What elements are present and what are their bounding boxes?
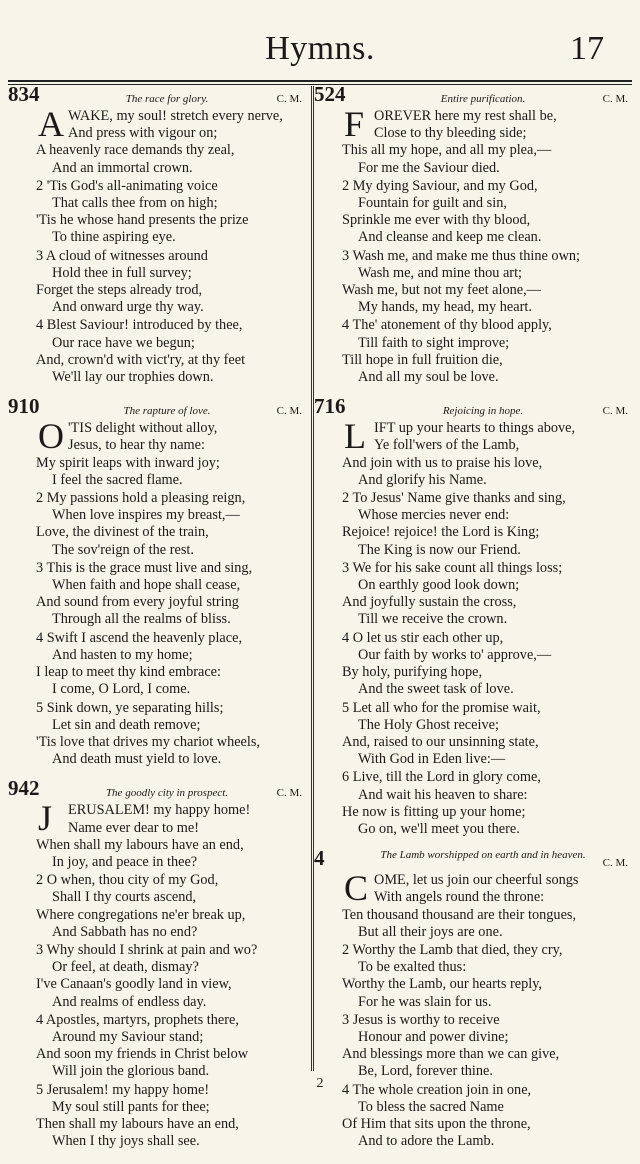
verse-line: Shall I thy courts ascend,: [52, 889, 197, 906]
verse-line: And death must yield to love.: [52, 751, 222, 768]
verse-line: 3 Jesus is worthy to receive: [342, 1011, 500, 1028]
verse-line: In joy, and peace in thee?: [52, 853, 198, 870]
verse-line: 2 To Jesus' Name give thanks and sing,: [342, 490, 566, 507]
page-header: [0, 0, 640, 78]
hymn-title: The rapture of love.: [123, 405, 211, 418]
verse-line: And the sweet task of love.: [358, 681, 514, 698]
verse-line: Name ever dear to me!: [68, 819, 199, 836]
verse-line: 3 Why should I shrink at pain and wo?: [36, 941, 258, 958]
verse-line: 4 The whole creation join in one,: [342, 1081, 532, 1098]
verse-line: He now is fitting up your home;: [342, 803, 526, 820]
drop-cap: A: [38, 104, 64, 144]
verse-line: Go on, we'll meet you there.: [358, 820, 520, 837]
verse-line: And press with vigour on;: [68, 125, 218, 142]
drop-cap: O: [38, 416, 64, 457]
verse-line: ERUSALEM! my happy home!: [68, 802, 251, 819]
hymn-meter: C. M.: [276, 787, 302, 800]
verse-line: Love, the divinest of the train,: [36, 524, 209, 541]
verse: [314, 317, 632, 386]
verse-line: Through all the realms of bliss.: [52, 611, 231, 628]
verse-line: A heavenly race demands thy zeal,: [36, 142, 235, 159]
hymn-meter: C. M.: [276, 405, 302, 418]
verse: [8, 700, 306, 769]
verse-line: 4 O let us stir each other up,: [342, 629, 504, 646]
verse-line: Honour and power divine;: [358, 1028, 509, 1045]
verse-line: On earthly good look down;: [358, 577, 520, 594]
drop-cap: L: [344, 416, 366, 457]
verse-line: I feel the sacred flame.: [52, 471, 183, 488]
verse-line: For me the Saviour died.: [358, 159, 500, 176]
verse-line: But all their joys are one.: [358, 923, 503, 940]
verse-line: IFT up your hearts to things above,: [374, 420, 576, 437]
verse-line: Of Him that sits upon the throne,: [342, 1115, 531, 1132]
verse-line: 3 We for his sake count all things loss;: [342, 559, 563, 576]
verse: [314, 248, 632, 317]
verse-line: With angels round the throne:: [374, 889, 545, 906]
verse: [314, 700, 632, 769]
verse: [314, 769, 632, 838]
hymn-title: Entire purification.: [440, 93, 526, 105]
verse: [314, 178, 632, 247]
verse: [8, 630, 306, 699]
verse-line: I come, O Lord, I come.: [52, 681, 191, 698]
right-column: [314, 82, 632, 1164]
verse-line: Jesus, to hear thy name:: [68, 437, 205, 454]
verse-line: And all my soul be love.: [358, 369, 499, 386]
verse-line: And, raised to our unsinning state,: [342, 733, 539, 750]
verse-line: 'TIS delight without alloy,: [68, 420, 218, 437]
hymn: [314, 394, 632, 838]
verse-line: When love inspires my breast,—: [52, 507, 240, 524]
verse-line: 4 Blest Saviour! introduced by thee,: [36, 317, 243, 334]
verse-line: And hasten to my home;: [52, 646, 193, 663]
verse: [314, 560, 632, 629]
verse-line: 3 This is the grace must live and sing,: [36, 559, 253, 576]
verse-line: 5 Sink down, ye separating hills;: [36, 699, 224, 716]
verse-line: That calls thee from on high;: [52, 195, 218, 212]
column-divider: [311, 86, 312, 1071]
verse: [314, 942, 632, 1011]
verse: [314, 490, 632, 559]
verse-line: With God in Eden live:—: [358, 751, 506, 768]
verse-line: 3 A cloud of witnesses around: [36, 247, 208, 264]
verse-line: The sov'reign of the rest.: [52, 541, 194, 558]
verse-line: This all my hope, and all my plea,—: [342, 142, 552, 159]
verse-line: Our faith by works to' approve,—: [358, 646, 552, 663]
hymn-number: 834: [8, 82, 40, 106]
verse: [8, 490, 306, 559]
hymn-title: The Lamb worshipped on earth and in heaven.: [380, 849, 586, 862]
verse-line: 'Tis love that drives my chariot wheels,: [36, 733, 261, 750]
verse: [8, 942, 306, 1011]
hymn-body: [8, 104, 306, 386]
verse-line: I've Canaan's goodly land in view,: [36, 976, 232, 993]
verse-line: And to adore the Lamb.: [358, 1133, 495, 1150]
verse-line: And soon my friends in Christ below: [36, 1046, 249, 1063]
verse-line: And an immortal crown.: [52, 159, 193, 176]
verse: [8, 317, 306, 386]
verse: [8, 178, 306, 247]
verse-line: Will join the glorious band.: [52, 1063, 210, 1080]
verse-line: Whose mercies never end:: [358, 507, 510, 524]
hymn-title: The goodly city in prospect.: [105, 787, 229, 800]
drop-cap: J: [38, 798, 53, 839]
verse-line: 4 The' atonement of thy blood apply,: [342, 317, 552, 334]
verse-line: When faith and hope shall cease,: [52, 577, 241, 594]
verse: [8, 248, 306, 317]
verse-line: Then shall my labours have an end,: [36, 1115, 239, 1132]
verse-line: And Sabbath has no end?: [52, 923, 198, 940]
verse: [314, 1012, 632, 1081]
verse-line: And realms of endless day.: [52, 993, 207, 1010]
drop-cap: F: [344, 104, 365, 144]
hymn-body: [8, 416, 306, 768]
verse-line: To be exalted thus:: [358, 959, 467, 976]
verse-line: 2 Worthy the Lamb that died, they cry,: [342, 941, 563, 958]
verse-line: We'll lay our trophies down.: [52, 369, 214, 386]
verse-line: Till faith to sight improve;: [358, 334, 510, 351]
hymn-title: The race for glory.: [125, 93, 209, 105]
verse-line: And wait his heaven to share:: [358, 786, 528, 803]
hymn: [314, 82, 632, 386]
hymn-body: [314, 416, 632, 838]
verse-line: 5 Jerusalem! my happy home!: [36, 1081, 210, 1098]
verse-line: Ye foll'wers of the Lamb,: [374, 437, 520, 454]
verse-line: And cleanse and keep me clean.: [358, 229, 542, 246]
verse-line: Around my Saviour stand;: [52, 1028, 204, 1045]
verse-line: My soul still pants for thee;: [52, 1098, 210, 1115]
verse-line: Hold thee in full survey;: [52, 264, 192, 281]
verse-line: Where congregations ne'er break up,: [36, 906, 246, 923]
hymn-body: [8, 798, 306, 1150]
page-title: Hymns.: [265, 30, 375, 67]
signature-mark: 2: [316, 1076, 324, 1091]
verse-line: To bless the sacred Name: [358, 1098, 504, 1115]
hymn-heading: [8, 776, 306, 802]
hymn-number: 942: [8, 776, 40, 801]
hymn-number: 4: [314, 846, 325, 871]
hymn: [8, 776, 306, 1150]
verse-line: Worthy the Lamb, our hearts reply,: [342, 976, 543, 993]
verse-line: When I thy joys shall see.: [52, 1133, 200, 1150]
verse-line: I leap to meet thy kind embrace:: [36, 664, 221, 681]
verse-line: 2 'Tis God's all-animating voice: [36, 177, 218, 194]
verse-line: And sound from every joyful string: [36, 594, 239, 611]
hymn-number: 524: [314, 82, 346, 106]
drop-cap: C: [344, 868, 369, 909]
verse-line: 4 Swift I ascend the heavenly place,: [36, 629, 243, 646]
hymn: [8, 82, 306, 386]
verse-line: And joyfully sustain the cross,: [342, 594, 517, 611]
left-column: [8, 82, 306, 1164]
verse-line: For he was slain for us.: [358, 993, 492, 1010]
verse-line: Or feel, at death, dismay?: [52, 959, 199, 976]
verse-line: Close to thy bleeding side;: [374, 125, 527, 142]
hymn-meter: C. M.: [602, 93, 628, 105]
verse: [314, 630, 632, 699]
verse: [8, 560, 306, 629]
verse-line: Fountain for guilt and sin,: [358, 195, 507, 212]
hymn-body: [314, 868, 632, 1150]
verse-line: 4 Apostles, martyrs, prophets there,: [36, 1011, 239, 1028]
verse-line: Wash me, but not my feet alone,—: [342, 282, 541, 299]
verse-line: The King is now our Friend.: [358, 541, 521, 558]
verse-line: Wash me, and mine thou art;: [358, 264, 523, 281]
verse-line: 3 Wash me, and make me thus thine own;: [342, 247, 581, 264]
verse-line: And blessings more than we can give,: [342, 1046, 560, 1063]
verse-line: By holy, purifying hope,: [342, 664, 483, 681]
verse-line: Let sin and death remove;: [52, 716, 201, 733]
verse-line: 2 O when, thou city of my God,: [36, 872, 219, 889]
hymn-meter: C. M.: [276, 93, 302, 105]
verse-line: 2 My dying Saviour, and my God,: [342, 177, 538, 194]
verse-line: Our race have we begun;: [52, 334, 195, 351]
hymn: [8, 394, 306, 768]
verse-line: And glorify his Name.: [358, 471, 487, 488]
verse-line: 6 Live, till the Lord in glory come,: [342, 769, 541, 786]
verse-line: 'Tis he whose hand presents the prize: [36, 212, 249, 229]
verse-line: WAKE, my soul! stretch every nerve,: [68, 108, 283, 124]
verse-line: Till we receive the crown.: [358, 611, 508, 628]
hymn-number: 716: [314, 394, 346, 419]
verse-line: 2 My passions hold a pleasing reign,: [36, 490, 246, 507]
hymn: [314, 846, 632, 1150]
hymn-meter: C. M.: [602, 405, 628, 418]
verse-line: Sprinkle me ever with thy blood,: [342, 212, 531, 229]
verse-line: To thine aspiring eye.: [52, 229, 176, 246]
verse: [8, 798, 306, 871]
page-number: 17: [570, 30, 604, 67]
hymn-title: Rejoicing in hope.: [442, 405, 524, 418]
verse-line: OME, let us join our cheerful songs: [374, 872, 579, 889]
hymn-meter: C. M.: [602, 857, 628, 870]
verse-line: And onward urge thy way.: [52, 299, 204, 316]
verse-line: 5 Let all who for the promise wait,: [342, 699, 541, 716]
verse-line: And, crown'd with vict'ry, at thy feet: [36, 351, 246, 368]
verse-line: Rejoice! rejoice! the Lord is King;: [342, 524, 540, 541]
verse-line: Ten thousand thousand are their tongues,: [342, 906, 577, 923]
verse-line: OREVER here my rest shall be,: [374, 108, 557, 124]
verse: [8, 1012, 306, 1081]
verse-line: My spirit leaps with inward joy;: [36, 454, 220, 471]
verse-line: My hands, my head, my heart.: [358, 299, 532, 316]
verse: [8, 872, 306, 941]
hymn-number: 910: [8, 394, 40, 419]
verse-line: Till hope in full fruition die,: [342, 351, 503, 368]
verse-line: When shall my labours have an end,: [36, 836, 244, 853]
hymn-body: [314, 104, 632, 386]
verse-line: Be, Lord, forever thine.: [358, 1063, 493, 1080]
verse-line: Forget the steps already trod,: [36, 282, 203, 299]
verse-line: And join with us to praise his love,: [342, 454, 543, 471]
verse-line: The Holy Ghost receive;: [358, 716, 499, 733]
